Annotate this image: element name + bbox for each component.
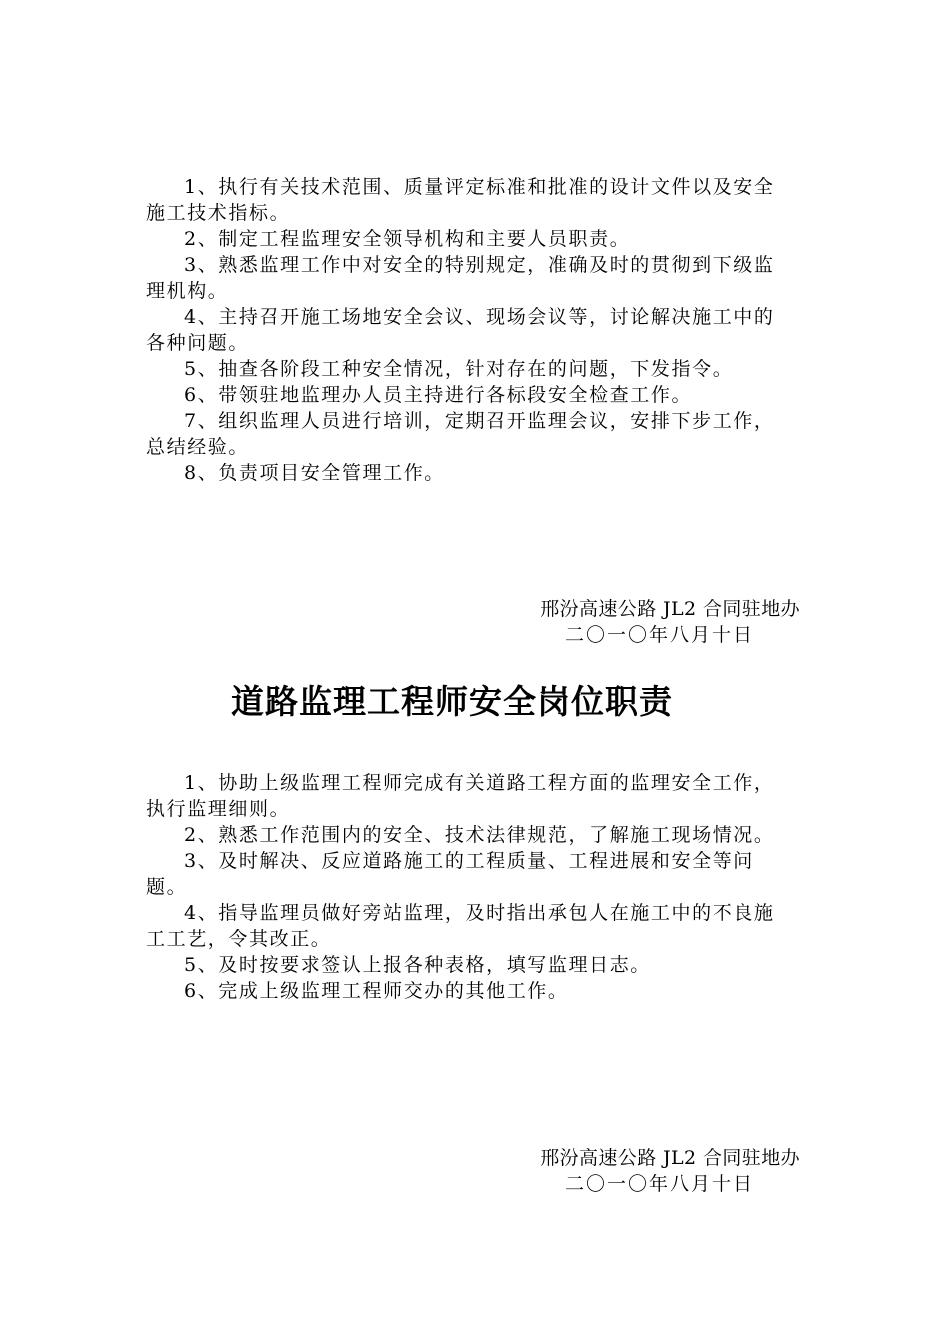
duty-list-2 xyxy=(146,770,776,1004)
section-title: 道路监理工程师安全岗位职责 xyxy=(231,682,673,721)
signature-date: 二〇一〇年八月十日 xyxy=(564,624,754,646)
signature-date: 二〇一〇年八月十日 xyxy=(564,1173,754,1195)
list-item: 2、制定工程监理安全领导机构和主要人员职责。 xyxy=(184,228,631,250)
signature-org: 邢汾高速公路 JL2 合同驻地办 xyxy=(540,1147,800,1169)
list-item: 4、主持召开施工场地安全会议、现场会议等，讨论解决施工中的各种问题。 xyxy=(146,306,775,354)
list-item: 6、完成上级监理工程师交办的其他工作。 xyxy=(184,980,569,1002)
list-item: 2、熟悉工作范围内的安全、技术法律规范，了解施工现场情况。 xyxy=(184,824,775,846)
list-item: 8、负责项目安全管理工作。 xyxy=(184,462,445,484)
signature-block-1 xyxy=(420,596,800,648)
list-item: 5、抽查各阶段工种安全情况，针对存在的问题，下发指令。 xyxy=(184,358,734,380)
list-item: 3、及时解决、反应道路施工的工程质量、工程进展和安全等问题。 xyxy=(146,850,754,898)
list-item: 5、及时按要求签认上报各种表格，填写监理日志。 xyxy=(184,954,651,976)
list-item: 3、熟悉监理工作中对安全的特别规定，准确及时的贯彻到下级监理机构。 xyxy=(146,254,775,302)
signature-org: 邢汾高速公路 JL2 合同驻地办 xyxy=(540,598,800,620)
list-item: 1、执行有关技术范围、质量评定标准和批准的设计文件以及安全施工技术指标。 xyxy=(146,176,775,224)
list-item: 4、指导监理员做好旁站监理，及时指出承包人在施工中的不良施工工艺，令其改正。 xyxy=(146,902,775,950)
list-item: 6、带领驻地监理办人员主持进行各标段安全检查工作。 xyxy=(184,384,693,406)
signature-block-2 xyxy=(420,1145,800,1197)
list-item: 1、协助上级监理工程师完成有关道路工程方面的监理安全工作，执行监理细则。 xyxy=(146,772,775,820)
list-item: 7、组织监理人员进行培训，定期召开监理会议，安排下步工作，总结经验。 xyxy=(146,410,775,458)
duty-list-1 xyxy=(146,174,776,486)
